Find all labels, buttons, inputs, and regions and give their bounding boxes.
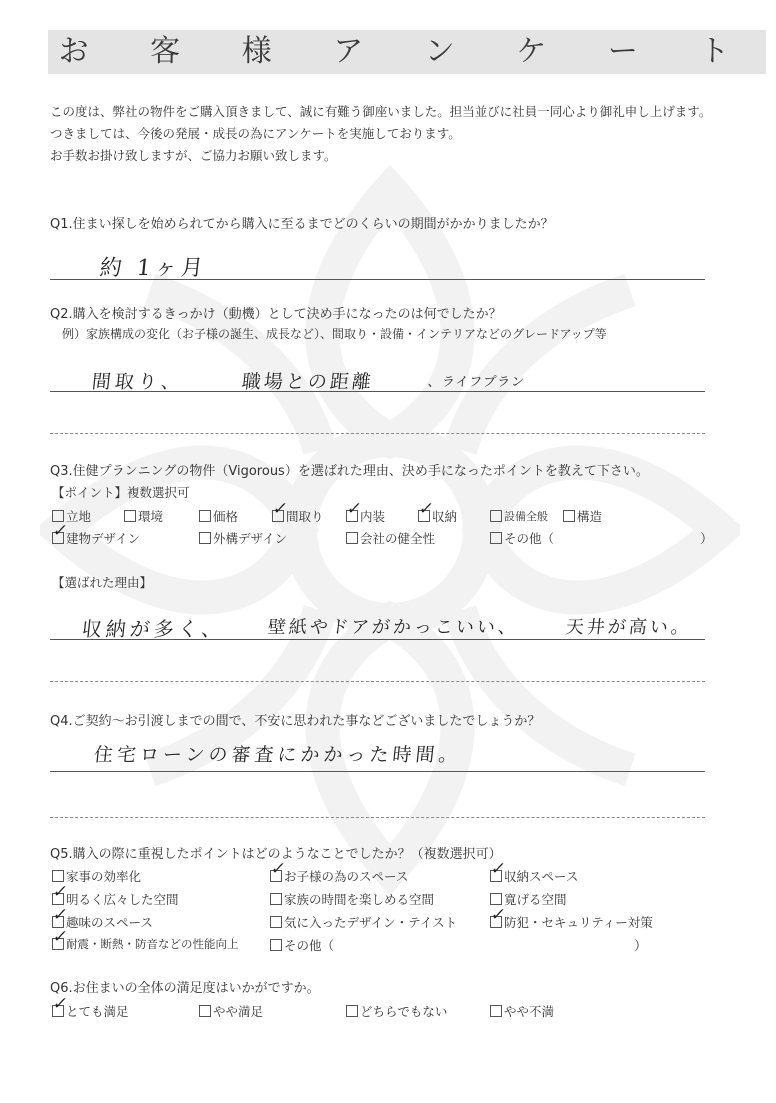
q3-answer-3: 天井が高い。 — [564, 617, 693, 638]
q3-option-company-soundness[interactable] — [346, 529, 435, 547]
option-label: 設備全般 — [504, 510, 548, 523]
option-label: やや満足 — [213, 1004, 264, 1019]
option-label: 防犯・セキュリティー対策 — [504, 915, 653, 930]
checkbox[interactable] — [489, 905, 508, 928]
q2-question: Q2.購入を検討するきっかけ（動機）として決め手になったのは何でしたか？ — [50, 307, 502, 322]
checkbox[interactable] — [51, 927, 70, 950]
option-label: 構造 — [577, 509, 603, 524]
option-label: やや不満 — [504, 1004, 555, 1019]
option-label: 家族の時間を楽しめる空間 — [284, 892, 435, 907]
q2-answer-line-2 — [50, 433, 705, 434]
option-label: 建物デザイン — [66, 531, 141, 546]
q4-answer: 住宅ローンの審査にかかった時間。 — [92, 744, 463, 766]
q2-answer-2: 職場との距離 — [240, 371, 376, 393]
check-mark-icon: ✓ — [51, 521, 70, 541]
q2-example: 例）家族構成の変化（お子様の誕生、成長など）、間取り・設備・インテリアなどのグレードアップ等 — [62, 327, 607, 341]
q1-question: Q1.住まい探しを始められてから購入に至るまでどのくらいの期間がかかりましたか？ — [50, 217, 554, 232]
option-label: とても満足 — [66, 1004, 129, 1019]
check-mark-icon: ✓ — [269, 859, 288, 879]
q5-option-security[interactable] — [489, 905, 653, 931]
q3-answer-2: 壁紙やドアがかっこいい、 — [266, 617, 521, 638]
option-label: 気に入ったデザイン・テイスト — [284, 915, 458, 930]
check-mark-icon: ✓ — [417, 499, 436, 519]
checkbox[interactable] — [490, 893, 502, 905]
option-label: 価格 — [213, 509, 239, 524]
q6-option-somewhat-satisfied[interactable] — [199, 1002, 263, 1020]
q6-option-very-satisfied[interactable] — [51, 994, 129, 1020]
option-label: 内装 — [360, 509, 386, 524]
q2-answer-line-1 — [50, 391, 705, 392]
option-label: 外構デザイン — [213, 531, 288, 546]
option-label: 立地 — [66, 509, 92, 524]
checkbox[interactable] — [490, 1005, 502, 1017]
checkbox[interactable] — [269, 859, 288, 882]
checkbox[interactable] — [124, 510, 136, 522]
checkbox[interactable] — [490, 532, 502, 544]
q5-option-storage-space[interactable] — [489, 859, 579, 885]
option-label: 間取り — [286, 509, 324, 524]
q6-question: Q6.お住まいの全体の満足度はいかがですか。 — [50, 981, 320, 996]
q3-option-interior[interactable] — [345, 499, 386, 525]
option-label: 収納 — [432, 509, 458, 524]
option-label: 明るく広々した空間 — [66, 892, 179, 907]
option-label: 趣味のスペース — [66, 915, 153, 930]
checkbox[interactable] — [51, 521, 70, 544]
q3-option-floorplan[interactable] — [271, 499, 324, 525]
q3-option-exterior-design[interactable] — [199, 529, 287, 547]
q3-option-building-design[interactable] — [51, 521, 141, 547]
checkbox[interactable] — [52, 870, 64, 882]
checkbox[interactable] — [270, 893, 282, 905]
check-mark-icon: ✓ — [51, 882, 70, 902]
checkbox[interactable] — [345, 499, 364, 522]
option-label: お子様の為のスペース — [284, 869, 409, 884]
option-label: 耐震・断熱・防音などの性能向上 — [66, 937, 239, 951]
check-mark-icon: ✓ — [345, 499, 364, 519]
q3-answer-1: 収納が多く、 — [80, 617, 227, 641]
q3-answer-line-2 — [50, 681, 705, 682]
checkbox[interactable] — [270, 939, 282, 951]
option-label: 収納スペース — [504, 869, 579, 884]
q3-question: Q3.住健プランニングの物件（Vigorous）を選ばれた理由、決め手になったポイントを教えて下さい。 — [50, 464, 649, 479]
checkbox[interactable] — [346, 1005, 358, 1017]
q3-option-other[interactable] — [490, 529, 554, 547]
checkbox[interactable] — [563, 510, 575, 522]
check-mark-icon: ✓ — [51, 905, 70, 925]
option-label: 環境 — [138, 509, 164, 524]
checkbox[interactable] — [270, 916, 282, 928]
q6-option-somewhat-dissatisfied[interactable] — [490, 1002, 554, 1020]
q2-answer-3: 、ライフプラン — [427, 375, 526, 390]
checkbox[interactable] — [417, 499, 436, 522]
checkbox[interactable] — [489, 859, 508, 882]
q6-option-neutral[interactable] — [346, 1002, 447, 1020]
q3-answer-line-1 — [50, 639, 705, 640]
check-mark-icon: ✓ — [489, 859, 508, 879]
q3-option-environment[interactable] — [124, 507, 163, 525]
q3-option-storage[interactable] — [417, 499, 458, 525]
checkbox[interactable] — [199, 532, 211, 544]
page-title: お 客 様 ア ン ケ ー ト — [58, 34, 756, 69]
q3-reason-label: 【選ばれた理由】 — [52, 575, 153, 590]
q5-option-bright-space[interactable] — [51, 882, 179, 908]
intro-line-3: お手数お掛け致しますが、ご協力お願い致します。 — [50, 148, 337, 163]
q5-option-other[interactable] — [270, 936, 334, 954]
check-mark-icon: ✓ — [271, 499, 290, 519]
q4-answer-line-1 — [50, 771, 705, 772]
q1-answer-line — [50, 279, 705, 280]
q5-option-kids-space[interactable] — [269, 859, 409, 885]
q4-answer-line-2 — [50, 817, 705, 818]
check-mark-icon: ✓ — [51, 927, 70, 947]
q5-other-close-paren: ） — [634, 939, 648, 954]
option-label: 家事の効率化 — [66, 869, 142, 884]
q3-option-price[interactable] — [199, 507, 238, 525]
option-label: どちらでもない — [360, 1004, 448, 1019]
q3-other-close-paren: ） — [700, 532, 714, 547]
q3-points-label: 【ポイント】複数選択可 — [52, 485, 190, 500]
checkbox[interactable] — [51, 994, 70, 1017]
q3-option-equipment[interactable] — [490, 508, 548, 524]
checkbox[interactable] — [199, 1005, 211, 1017]
q5-option-performance[interactable] — [51, 927, 239, 952]
option-label: 寛げる空間 — [504, 892, 567, 907]
q3-option-structure[interactable] — [563, 507, 602, 525]
checkbox[interactable] — [51, 882, 70, 905]
option-label: 会社の健全性 — [360, 531, 436, 546]
checkbox[interactable] — [271, 499, 290, 522]
checkbox[interactable] — [490, 510, 502, 522]
q5-option-family-time[interactable] — [270, 890, 434, 908]
checkbox[interactable] — [346, 532, 358, 544]
q4-question: Q4.ご契約〜お引渡しまでの間で、不安に思われた事などございましたでしょうか？ — [50, 714, 541, 729]
intro-line-2: つきましては、今後の発展・成長の為にアンケートを実施しております。 — [50, 126, 461, 141]
check-mark-icon: ✓ — [489, 905, 508, 925]
q2-answer-1: 間取り、 — [90, 371, 186, 393]
intro-line-1: この度は、弊社の物件をご購入頂きまして、誠に有難う御座いました。担当並びに社員一同心より御礼申し上げます。 — [50, 104, 712, 119]
q1-answer: 約 1ヶ月 — [98, 256, 209, 281]
q5-option-design-taste[interactable] — [270, 913, 457, 931]
checkbox[interactable] — [199, 510, 211, 522]
option-label: その他（ — [284, 938, 335, 953]
q5-question: Q5.購入の際に重視したポイントはどのようなことでしたか？（複数選択可） — [50, 847, 502, 862]
option-label: その他（ — [504, 531, 555, 546]
check-mark-icon: ✓ — [51, 994, 70, 1014]
